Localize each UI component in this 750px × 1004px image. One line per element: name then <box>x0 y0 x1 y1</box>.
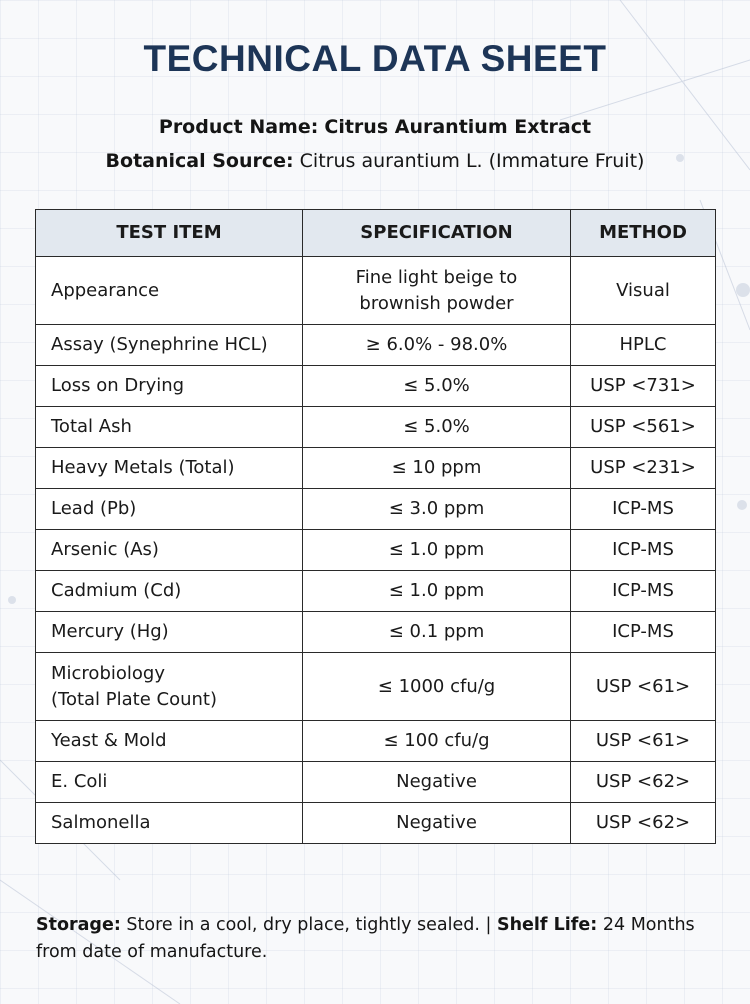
method-cell <box>571 448 716 489</box>
test-item-cell <box>36 803 303 844</box>
table-body <box>36 257 716 844</box>
table-row <box>36 448 716 489</box>
method-cell <box>571 325 716 366</box>
method-cell <box>571 571 716 612</box>
storage-label: Storage: <box>36 915 121 935</box>
storage-value: Store in a cool, dry place, tightly sealed. | <box>126 915 492 935</box>
specification-cell <box>303 325 571 366</box>
table-row <box>36 653 716 721</box>
shelf-life-value: 24 Months from date of manufacture. <box>36 915 695 962</box>
method-cell-text: ICP-MS <box>612 539 674 560</box>
specification-cell-text: ≥ 6.0% - 98.0% <box>365 334 508 355</box>
table-row <box>36 530 716 571</box>
method-cell <box>571 612 716 653</box>
method-cell-text: USP <231> <box>590 457 696 478</box>
test-item-cell <box>36 448 303 489</box>
specification-cell <box>303 803 571 844</box>
column-header-specification: SPECIFICATION <box>303 210 571 257</box>
method-cell-text: HPLC <box>619 334 667 355</box>
product-name-label: Product Name: <box>158 116 319 138</box>
page-title: TECHNICAL DATA SHEET <box>143 38 607 79</box>
table-row <box>36 803 716 844</box>
botanical-source-value: Citrus aurantium L. (Immature Fruit) <box>299 150 645 172</box>
table-row <box>36 721 716 762</box>
test-item-cell <box>36 721 303 762</box>
specification-cell <box>303 530 571 571</box>
method-cell <box>571 407 716 448</box>
specification-cell-text: ≤ 1.0 ppm <box>388 539 485 560</box>
test-item-cell-text: Salmonella <box>51 812 151 833</box>
method-cell-text: ICP-MS <box>612 580 674 601</box>
specification-cell-text: ≤ 10 ppm <box>391 457 482 478</box>
test-item-cell-text: Lead (Pb) <box>51 498 137 519</box>
method-cell <box>571 257 716 325</box>
column-header-test-item: TEST ITEM <box>36 210 303 257</box>
test-item-cell <box>36 489 303 530</box>
method-cell <box>571 762 716 803</box>
specification-cell-text: Fine light beige to brownish powder <box>355 266 518 314</box>
table-row <box>36 407 716 448</box>
specification-cell-text: Negative <box>396 771 477 792</box>
table-row <box>36 489 716 530</box>
specification-cell-text: Negative <box>396 812 477 833</box>
method-cell <box>571 653 716 721</box>
test-item-cell <box>36 530 303 571</box>
specification-cell <box>303 612 571 653</box>
specification-cell-text: ≤ 5.0% <box>403 416 470 437</box>
table-row <box>36 571 716 612</box>
botanical-source-line <box>0 150 750 172</box>
table-row <box>36 257 716 325</box>
specification-cell-text: ≤ 1.0 ppm <box>388 580 485 601</box>
method-cell <box>571 366 716 407</box>
specification-cell <box>303 762 571 803</box>
test-item-cell-text: Arsenic (As) <box>51 539 159 560</box>
test-item-cell-text: Microbiology (Total Plate Count) <box>51 662 217 710</box>
method-cell-text: USP <62> <box>595 812 691 833</box>
test-item-cell-text: Loss on Drying <box>51 375 185 396</box>
test-item-cell-text: Mercury (Hg) <box>51 621 169 642</box>
specification-cell <box>303 571 571 612</box>
specification-cell <box>303 257 571 325</box>
specification-cell <box>303 407 571 448</box>
test-item-cell <box>36 571 303 612</box>
test-item-cell <box>36 325 303 366</box>
specification-table <box>35 209 716 844</box>
test-item-cell-text: Appearance <box>51 279 160 301</box>
method-cell-text: USP <561> <box>590 416 696 437</box>
method-cell-text: USP <61> <box>595 730 691 751</box>
specification-cell <box>303 366 571 407</box>
test-item-cell <box>36 612 303 653</box>
column-header-method: METHOD <box>571 210 716 257</box>
specification-cell <box>303 721 571 762</box>
specification-cell-text: ≤ 3.0 ppm <box>388 498 485 519</box>
table-row <box>36 762 716 803</box>
test-item-cell-text: Cadmium (Cd) <box>51 580 182 601</box>
method-cell-text: USP <61> <box>595 675 691 697</box>
table-row <box>36 366 716 407</box>
test-item-cell <box>36 653 303 721</box>
method-cell-text: ICP-MS <box>612 498 674 519</box>
test-item-cell-text: Assay (Synephrine HCL) <box>51 334 268 355</box>
specification-cell-text: ≤ 1000 cfu/g <box>377 675 496 697</box>
specification-cell-text: ≤ 100 cfu/g <box>383 730 490 751</box>
product-name-value: Citrus Aurantium Extract <box>324 116 592 138</box>
method-cell <box>571 489 716 530</box>
specification-cell <box>303 489 571 530</box>
specification-cell <box>303 653 571 721</box>
specification-cell <box>303 448 571 489</box>
test-item-cell <box>36 257 303 325</box>
storage-note <box>36 912 726 966</box>
method-cell-text: USP <731> <box>590 375 696 396</box>
method-cell-text: Visual <box>616 279 670 301</box>
test-item-cell-text: Heavy Metals (Total) <box>51 457 235 478</box>
method-cell <box>571 530 716 571</box>
test-item-cell <box>36 762 303 803</box>
product-name-line <box>0 116 750 138</box>
table-row <box>36 612 716 653</box>
specification-cell-text: ≤ 5.0% <box>403 375 470 396</box>
method-cell <box>571 721 716 762</box>
specification-cell-text: ≤ 0.1 ppm <box>388 621 485 642</box>
botanical-source-label: Botanical Source: <box>105 150 294 172</box>
method-cell-text: USP <62> <box>595 771 691 792</box>
shelf-life-label: Shelf Life: <box>497 915 598 935</box>
test-item-cell <box>36 366 303 407</box>
test-item-cell-text: Yeast & Mold <box>51 730 167 751</box>
test-item-cell <box>36 407 303 448</box>
test-item-cell-text: Total Ash <box>51 416 132 437</box>
test-item-cell-text: E. Coli <box>51 771 108 792</box>
method-cell <box>571 803 716 844</box>
method-cell-text: ICP-MS <box>612 621 674 642</box>
table-header-row <box>36 210 716 257</box>
table-row <box>36 325 716 366</box>
